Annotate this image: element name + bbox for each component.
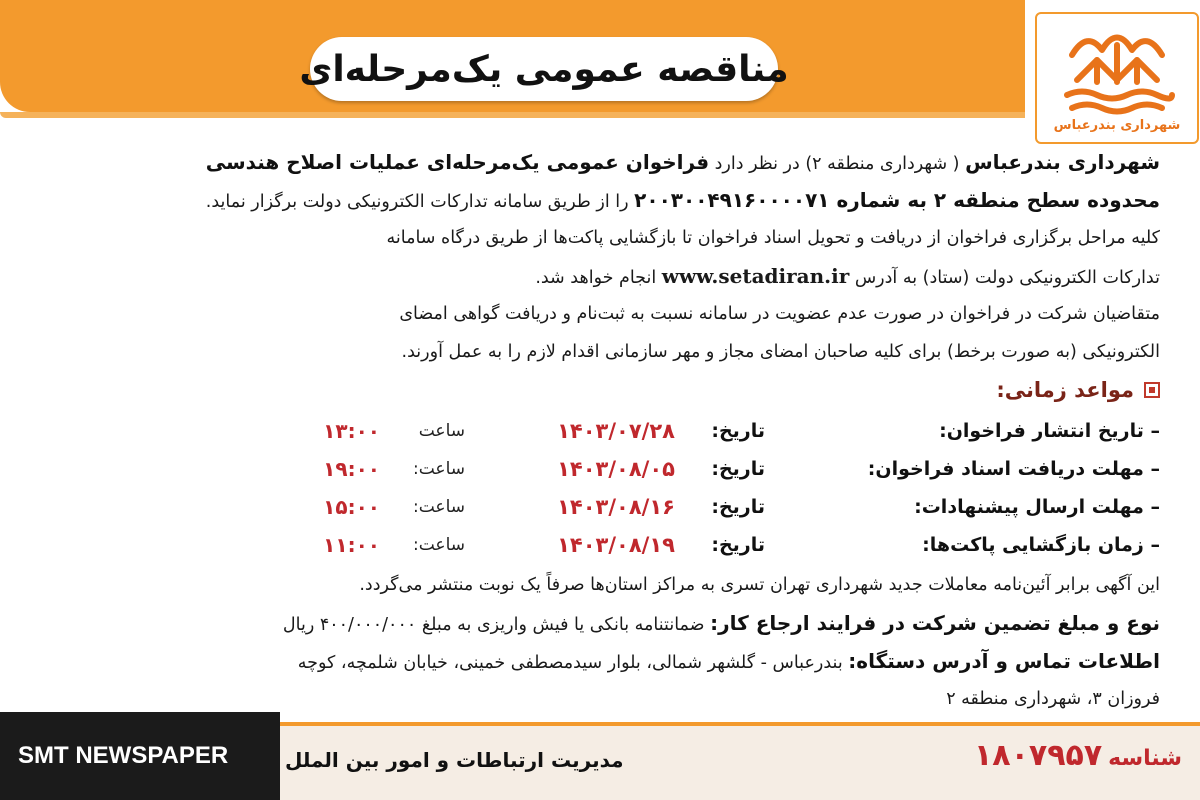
schedule-time: ۱۱:۰۰ (323, 533, 380, 557)
schedule-time: ۱۵:۰۰ (323, 495, 380, 519)
guarantee-text: ضمانتنامه بانکی یا فیش واریزی به مبلغ ۴۰۰/۰۰۰/۰۰۰ ریال (282, 615, 711, 635)
intro-line-4 (40, 257, 1160, 295)
intro-text: انجام خواهد شد. (535, 268, 662, 288)
tender-subject: فراخوان عمومی یک‌مرحله‌ای عملیات اصلاح هندسی (205, 150, 710, 174)
logo-caption: شهرداری بندرعباس (1053, 118, 1181, 133)
intro-line-3: کلیه مراحل برگزاری فراخوان از دریافت و تحویل اسناد فراخوان تا بازگشایی پاکت‌ها از طریق درگاه سامانه (386, 228, 1160, 248)
contact-heading: اطلاعات تماس و آدرس دستگاه: (848, 649, 1160, 673)
date-label: تاریخ: (711, 458, 765, 480)
setadiran-link[interactable]: www.setadiran.ir (661, 264, 850, 288)
intro-text: تدارکات الکترونیکی دولت (ستاد) به آدرس (849, 268, 1160, 288)
tender-number: محدوده سطح منطقه ۲ به شماره ۲۰۰۳۰۰۴۹۱۶۰۰۰۰۷۱ (634, 188, 1160, 212)
schedule-time: ۱۹:۰۰ (323, 457, 380, 481)
schedule-date: ۱۴۰۳/۰۷/۲۸ (557, 419, 675, 443)
schedule-row (60, 412, 1160, 450)
ad-id-label: شناسه (1108, 746, 1182, 771)
schedule-date: ۱۴۰۳/۰۸/۰۵ (557, 457, 675, 481)
intro-line-5: متقاضیان شرکت در فراخوان در صورت عدم عضویت در سامانه نسبت به ثبت‌نام و دریافت گواهی امضای (399, 304, 1160, 324)
schedule-row (60, 526, 1160, 564)
title-banner (299, 37, 789, 101)
schedule-title: مواعد زمانی: (996, 378, 1134, 402)
time-label: ساعت: (413, 459, 465, 479)
schedule-heading (996, 378, 1160, 402)
schedule-label: – تاریخ انتشار فراخوان: (939, 420, 1160, 442)
schedule-table (60, 412, 1160, 564)
ad-id-value: ۱۸۰۷۹۵۷ (973, 738, 1103, 773)
time-label: ساعت: (413, 535, 465, 555)
time-label: ساعت (418, 421, 465, 441)
municipality-logo (1035, 12, 1199, 144)
schedule-row (60, 488, 1160, 526)
schedule-date: ۱۴۰۳/۰۸/۱۶ (557, 495, 675, 519)
logo-emblem-icon (1057, 20, 1177, 120)
date-label: تاریخ: (711, 534, 765, 556)
date-label: تاریخ: (711, 496, 765, 518)
notes-paragraph (40, 566, 1160, 718)
ad-identifier (974, 738, 1182, 773)
intro-line-1 (40, 143, 1160, 181)
intro-line-6: الکترونیکی (به صورت برخط) برای کلیه صاحبان امضای مجاز و مهر سازمانی اقدام لازم را به عمل آورند. (401, 342, 1160, 362)
contact-address: بندرعباس - گلشهر شمالی، بلوار سیدمصطفی خمینی، خیابان شلمچه، کوچه (297, 653, 849, 673)
schedule-row (60, 450, 1160, 488)
intro-paragraph (40, 143, 1160, 371)
org-name: شهرداری بندرعباس (965, 150, 1160, 174)
schedule-label: – مهلت ارسال پیشنهادات: (914, 496, 1160, 518)
notes-line-4: فروزان ۳، شهرداری منطقه ۲ (946, 689, 1160, 709)
notes-line-3 (40, 642, 1160, 680)
department-name: مدیریت ارتباطات و امور بین الملل (285, 748, 624, 772)
notes-line-1: این آگهی برابر آئین‌نامه معاملات جدید شهرداری تهران تسری به مراکز استان‌ها صرفاً یک نوبت منتشر می‌گردد. (359, 575, 1160, 595)
time-label: ساعت: (413, 497, 465, 517)
notes-line-2 (40, 604, 1160, 642)
bullet-square-icon (1144, 382, 1160, 398)
date-label: تاریخ: (711, 420, 765, 442)
page-title: مناقصه عمومی یک‌مرحله‌ای (299, 48, 789, 90)
intro-text: را از طریق سامانه تدارکات الکترونیکی دولت برگزار نماید. (205, 192, 635, 212)
schedule-date: ۱۴۰۳/۰۸/۱۹ (557, 533, 675, 557)
schedule-label: – مهلت دریافت اسناد فراخوان: (867, 458, 1160, 480)
intro-line-2 (40, 181, 1160, 219)
intro-text: ( شهرداری منطقه ۲) در نظر دارد (709, 154, 966, 174)
newspaper-watermark: SMT NEWSPAPER (18, 742, 229, 769)
guarantee-heading: نوع و مبلغ تضمین شرکت در فرایند ارجاع کار: (710, 611, 1160, 635)
schedule-time: ۱۳:۰۰ (323, 419, 380, 443)
schedule-label: – زمان بازگشایی پاکت‌ها: (922, 534, 1160, 556)
